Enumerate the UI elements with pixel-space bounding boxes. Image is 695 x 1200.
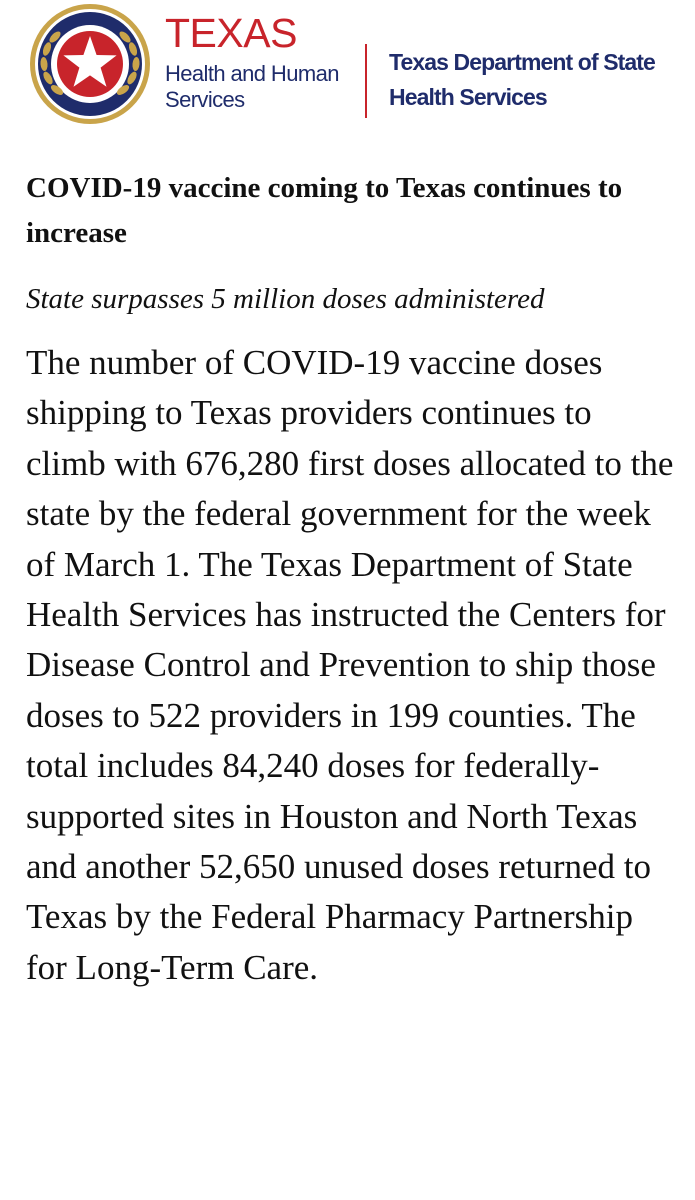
texas-hhs-seal-icon <box>28 2 152 126</box>
article-subtitle: State surpasses 5 million doses administered <box>26 283 545 315</box>
logo-divider <box>365 44 367 118</box>
press-release <box>26 166 676 993</box>
hhs-logo-subtitle-line2: Services <box>165 87 245 112</box>
article-body: The number of COVID-19 vaccine doses shipping to Texas providers continues to climb with 676,280 first doses allocated to the state by the federal government for the week of March 1. The Texas Department of State Health Services has instructed the Centers for Disease Control and Prevention to ship those doses to 522 providers in 199 counties. The total includes 84,240 doses for federally-supported sites in Houston and North Texas and another 52,650 unused doses returned to Texas by the Federal Pharmacy Partnership for Long-Term Care. <box>26 343 674 987</box>
hhs-logo-subtitle-line1: Health and Human <box>165 61 339 86</box>
dshs-logo-line1: Texas Department of State <box>389 49 655 75</box>
dshs-logo-line2: Health Services <box>389 84 547 110</box>
header <box>0 0 695 135</box>
article-title: COVID-19 vaccine coming to Texas continues to increase <box>26 172 623 249</box>
hhs-logo-name: TEXAS <box>165 10 297 56</box>
